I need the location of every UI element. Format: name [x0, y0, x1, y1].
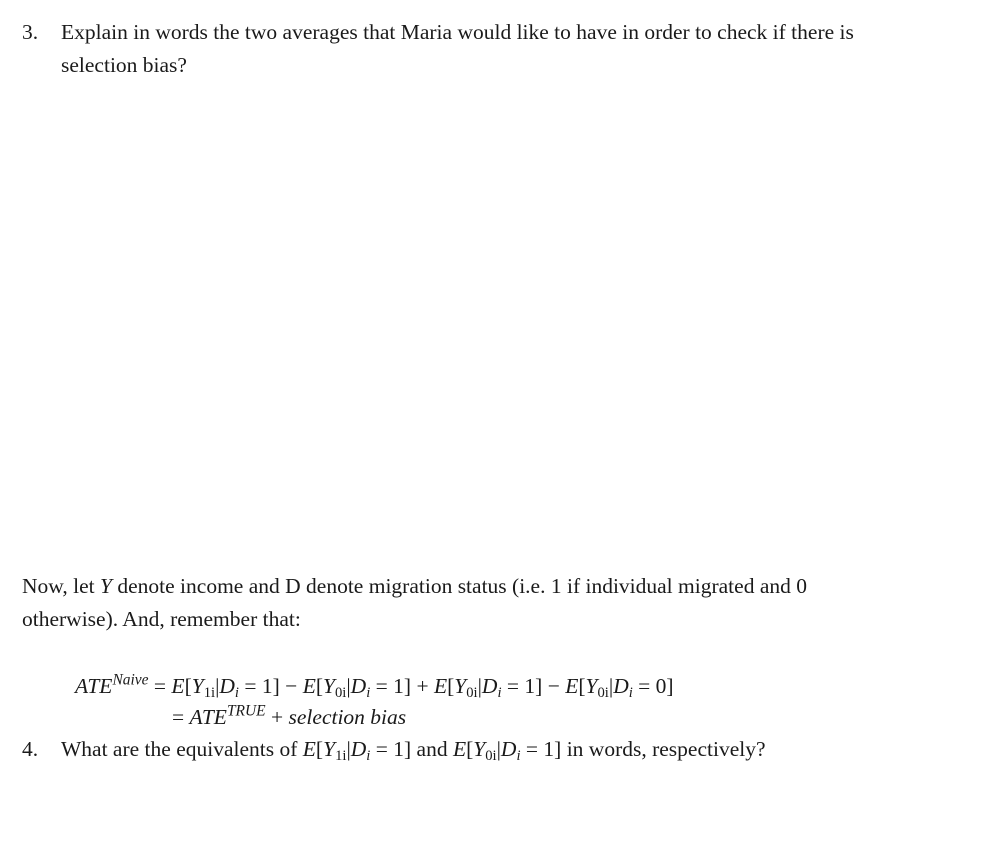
expectation-term: E [565, 674, 579, 698]
expectation-term: E [171, 674, 185, 698]
ate-naive-label: $ATE^{Naive}$ [75, 671, 149, 698]
equation-line-2: = $ATE^{TRUE}$ + selection bias [172, 702, 407, 729]
intro-line-1: Now, let Y denote income and D denote migration status (i.e. 1 if individual migrated and 0 [22, 574, 807, 598]
equation-line-1: $ATE^{Naive} = E[Y_{1i}|D_i = 1] - E[Y_{0i}|D_i = 1] + E[Y_{0i}|D_i = 1] - E[Y_{0i}|D_i = 0]$ [75, 671, 674, 702]
question-3-line-1: Explain in words the two averages that Maria would like to have in order to check if there is [61, 20, 854, 44]
ate-true-label: $ATE^{TRUE}$ [189, 702, 266, 729]
question-3-number: 3. [22, 20, 39, 44]
expectation-term: E [433, 674, 448, 698]
selection-bias-label: selection bias [288, 705, 407, 729]
variable-y: Y [100, 574, 112, 598]
question-4-number: 4. [22, 737, 39, 761]
intro-line-2: otherwise). And, remember that: [22, 607, 301, 631]
expectation-term: E [302, 674, 316, 698]
question-4-text: What are the equivalents of $E[Y_{1i}|D_i = 1]$ and $E[Y_{0i}|D_i = 1]$ in words, respectively? [61, 737, 766, 765]
question-3-line-2: selection bias? [61, 53, 187, 77]
